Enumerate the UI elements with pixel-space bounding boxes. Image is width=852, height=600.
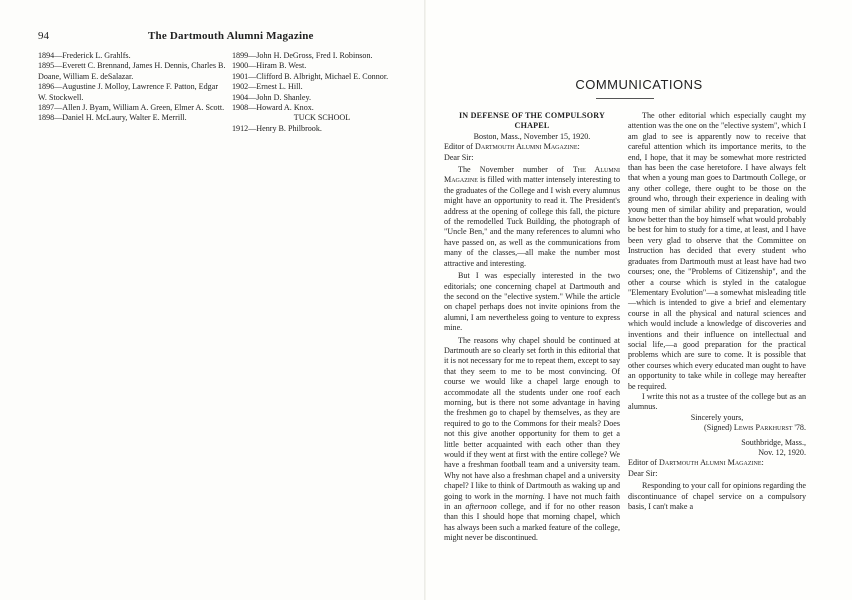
- necrology-column-1: [38, 51, 226, 124]
- class-entry-1900: 1900—Hiram B. West.: [232, 61, 307, 71]
- letter1-signature: (Signed) Lewis Parkhurst '78.: [704, 423, 806, 433]
- class-entry-1894: 1894—Frederick L. Grahlfs.: [38, 51, 131, 60]
- letter1-dateline: Boston, Mass., November 15, 1920.: [473, 131, 591, 141]
- letter2-date: Nov. 12, 1920.: [758, 448, 806, 457]
- letter-heading: IN DEFENSE OF THE COMPULSORY CHAPEL: [458, 111, 606, 131]
- letter1-paragraph-1: The November number of The Alumni Magazine is filled with matter intensely interesting to the graduates of the College and I wish every alumnus might have an opportunity to read it. The President's address at the opening of college this fall, the picture of the remodelled Tuck Building, the photograph of "Uncle Ben," and the many references to alumni who have passed on, as well as the communications from many of the classes,—all make the number most attractive and interesting.: [444, 165, 621, 268]
- class-entry-1898: 1898—Daniel H. McLaury, Walter E. Merrill.: [38, 113, 187, 123]
- necrology-column-2: [232, 51, 412, 134]
- class-entry-1901: 1901—Clifford B. Albright, Michael E. Connor.: [232, 71, 389, 81]
- letter2-paragraph-1: Responding to your call for opinions regarding the discontinuance of chapel service on a compulsory basis, I can't make a: [628, 481, 806, 512]
- communications-title: COMMUNICATIONS: [575, 77, 703, 92]
- class-entry-1899: 1899—John H. DeGross, Fred I. Robinson.: [232, 51, 373, 60]
- letter-column-2: [628, 111, 806, 512]
- letter1-paragraph-2: But I was especially interested in the two editorials; one concerning chapel at Dartmouth and the second on the "elective system." While the article on chapel perhaps does not invite opinions from the alumni, I am nevertheless going to venture to express mine.: [444, 271, 620, 333]
- letter1-paragraph-3: The reasons why chapel should be continued at Dartmouth are so clearly set forth in this editorial that it is not necessary for me to repeat them, except to say that they seem to me to be most convincing. Of course we would like a chapel large enough to accommodate all the students under one roof each morning, but is there not some advantage in having the freshmen go to chapel by themselves, as they are required to go to the Commons for their meals? Does not this give another opportunity for them to get a little better acquainted with each other than they would if they went at first with the entire college? We have a freshman football team and a university team. Why not have also a freshman chapel and a university chapel? I like to think of Dartmouth as waking up and going to work in the morning. I have not much faith in an afternoon college, and if for no other reason than this I should hope that morning chapel, which has always been such a marked feature of the college, might never be discontinued.: [444, 335, 620, 543]
- letter2-addressee: Editor of Dartmouth Alumni Magazine:: [628, 458, 764, 468]
- class-entry-1896: 1896—Augustine J. Molloy, Lawrence F. Patton, Edgar W. Stockwell.: [38, 82, 219, 102]
- class-entry-1904: 1904—John D. Shanley.: [232, 92, 312, 102]
- letter1-paragraph-5: I write this not as a trustee of the college but as an alumnus.: [628, 391, 806, 412]
- class-entry-1895: 1895—Everett C. Brennand, James H. Dennis, Charles B. Doane, William E. deSalazar.: [38, 61, 226, 81]
- tuck-school-heading: TUCK SCHOOL: [293, 113, 351, 123]
- class-entry-1902: 1902—Ernest L. Hill.: [232, 82, 303, 92]
- title-rule: [596, 98, 654, 99]
- letter1-paragraph-4: The other editorial which especially caught my attention was the one on the "elective system", which I am glad to see is apparently now to receive that careful attention which its importance merits, to the end, I hope, that it may be somewhat more restricted than has been the case heretofore. I have always felt that when a young man goes to Dartmouth College, or any other college, there ought to be those on the ground who, through their experience in dealing with young men of similar ability and preparation, would know better than the boy himself what would probably be best for him to study for a time, at least, and I have been very glad to observe that the Committee on Instruction has decided that every student who graduates from Dartmouth must at least have had two courses; one, the "Problems of Citizenship", and the other a course which is styled in the catalogue "Elementary Evolution"—a somewhat misleading title—which is intended to give a brief and elementary course in all the physical and natural sciences and which would include a knowledge of discoveries and inventions and their influence on intellectual and social life,—a good preparation for the practical problems which are sure to come. It is possible that other courses which every educated man ought to have an opportunity to take while in college may hereafter be required.: [628, 111, 806, 391]
- letter2-place: Southbridge, Mass.,: [741, 437, 806, 447]
- letter1-addressee: Editor of Dartmouth Alumni Magazine:: [444, 142, 580, 152]
- page-number: 94: [38, 30, 49, 42]
- running-title: The Dartmouth Alumni Magazine: [148, 30, 314, 42]
- letter2-salutation: Dear Sir:: [628, 468, 658, 478]
- class-entry-1908: 1908—Howard A. Knox.: [232, 103, 314, 113]
- letter1-salutation: Dear Sir:: [444, 152, 474, 162]
- tuck-entry-1912: 1912—Henry B. Philbrook.: [232, 123, 322, 133]
- letter-column-1: [444, 111, 620, 544]
- class-entry-1897: 1897—Allen J. Byam, William A. Green, Elmer A. Scott.: [38, 103, 225, 113]
- letter1-closing: Sincerely yours,: [690, 412, 744, 422]
